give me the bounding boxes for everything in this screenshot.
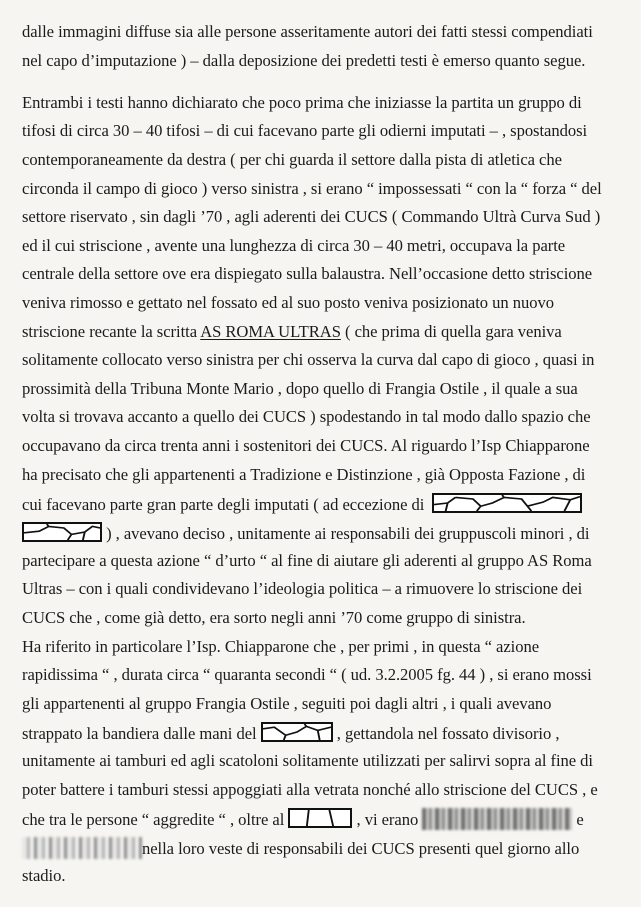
text-line: stadio. <box>22 866 66 885</box>
text-line: Entrambi i testi hanno dichiarato che poco prima che iniziasse la partita un gruppo di <box>22 93 582 112</box>
text-line: strappato la bandiera dalle mani del , gettandola nel fossato divisorio , <box>22 724 560 743</box>
text-line: cui facevano parte gran parte degli imputati ( ad eccezione di <box>22 493 622 515</box>
redacted-name-box <box>288 808 352 828</box>
blurred-names-redaction <box>22 837 142 859</box>
text-line: ed il cui striscione , avente una lunghezza di circa 30 – 40 metri, occupava la parte <box>22 236 566 255</box>
text-line: gli appartenenti al gruppo Frangia Ostile , seguiti poi dagli altri , i quali avevano <box>22 694 552 713</box>
text-line: Ultras – con i quali condividevano l’ideologia politica – a rimuovere lo striscione dei <box>22 579 583 598</box>
text-line: unitamente ai tamburi ed agli scatoloni solitamente utilizzati per salirvi sopra al fine di <box>22 751 593 770</box>
text-line: volta si trovava accanto a quello dei CUCS ) spodestando in tal modo dallo spazio che <box>22 407 591 426</box>
text-line: che tra le persone “ aggredite “ , oltre al , vi erano e <box>22 810 584 829</box>
text-line: poter battere i tamburi stessi appoggiati alla vetrata nonché allo striscione del CUCS , e <box>22 780 598 799</box>
text-line: centrale della settore ove era dispiegato sulla balaustra. Nell’occasione detto striscione <box>22 264 593 283</box>
underlined-banner-name: AS ROMA ULTRAS <box>200 322 341 341</box>
redacted-name-box <box>22 522 102 542</box>
text-line: Ha riferito in particolare l’Isp. Chiapparone che , per primi , in questa “ azione <box>22 637 540 656</box>
text-line: veniva rimosso e gettato nel fossato ed al suo posto veniva posizionato un nuovo <box>22 293 554 312</box>
text-line: nel capo d’imputazione ) – dalla deposizione dei predetti testi è emerso quanto segue. <box>22 51 586 70</box>
text-line: prossimità della Tribuna Monte Mario , dopo quello di Frangia Ostile , il quale a sua <box>22 379 578 398</box>
text-line: striscione recante la scritta AS ROMA ULTRAS ( che prima di quella gara veniva <box>22 322 562 341</box>
text-line: settore riservato , sin dagli ’70 , agli aderenti dei CUCS ( Commando Ultrà Curva Sud ) <box>22 207 601 226</box>
text-line: ha precisato che gli appartenenti a Tradizione e Distinzione , già Opposta Fazione , di <box>22 465 586 484</box>
text-line: contemporaneamente da destra ( per chi guarda il settore dalla pista di atletica che <box>22 150 562 169</box>
text-line: solitamente collocato verso sinistra per chi osserva la curva dal capo di gioco , quasi in <box>22 350 595 369</box>
text-line: circonda il campo di gioco ) verso sinistra , si erano “ impossessati “ con la “ forza “ del <box>22 179 602 198</box>
text-line: rapidissima “ , durata circa “ quaranta secondi “ ( ud. 3.2.2005 fg. 44 ) , si erano mossi <box>22 665 592 684</box>
text-line: dalle immagini diffuse sia alle persone asseritamente autori dei fatti stessi compendiati <box>22 22 593 41</box>
text-line: CUCS che , come già detto, era sorto negli anni ’70 come gruppo di sinistra. <box>22 608 526 627</box>
text-line: nella loro veste di responsabili dei CUCS presenti quel giorno allo <box>22 837 622 859</box>
text-line: partecipare a questa azione “ d’urto “ al fine di aiutare gli aderenti al gruppo AS Roma <box>22 551 592 570</box>
redacted-name-box <box>432 493 582 513</box>
blurred-names-redaction <box>422 808 572 830</box>
text-line: occupavano da circa trenta anni i sostenitori dei CUCS. Al riguardo l’Isp Chiapparone <box>22 436 590 455</box>
text-line: tifosi di circa 30 – 40 tifosi – di cui facevano parte gli odierni imputati – , spostandosi <box>22 121 588 140</box>
text-line: ) , avevano deciso , unitamente ai responsabili dei gruppuscoli minori , di <box>22 522 622 544</box>
redacted-name-box <box>261 722 333 742</box>
